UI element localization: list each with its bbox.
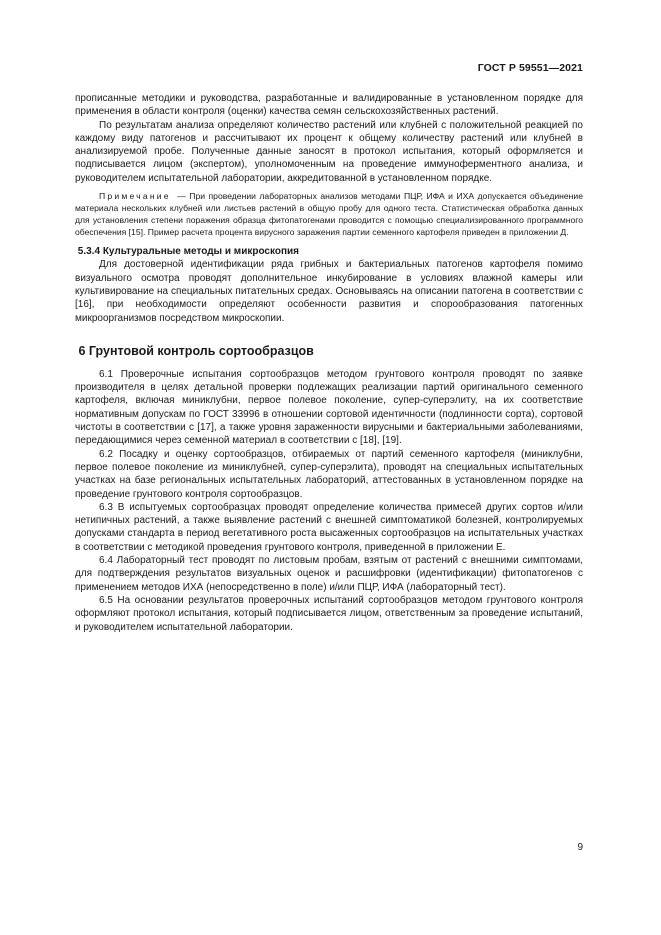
- clause-6-1: [75, 368, 583, 448]
- paragraph-text: По результатам анализа определяют количество растений или клубней с положительной реакцией по каждому виду патогенов и рассчитывают их процент к общему количеству растений или клубней в анализируемой пробе. Полученные данные заносят в протокол испытания, который оформляется и подписывается лицом (экспертом), уполномоченным на проведение иммуноферментного анализа, и руководителем испытательной лаборатории, аккредитованной в установленном порядке.: [75, 119, 583, 184]
- note-text: — При проведении лабораторных анализов методами ПЦР, ИФА и ИХА допускается объединение материала нескольких клубней или листьев растений в общую пробу для одного теста. Статистическая обработка данных для установления степени поражения образца фитопатогенами проводится с помощью специализированного программного обеспечения [15]. Пример расчета процента вирусного заражения партии семенного картофеля приведен в приложении Д.: [75, 191, 584, 238]
- paragraph-culture-methods: [75, 258, 583, 324]
- paragraph-text: 6.3 В испытуемых сортообразцах проводят определение количества примесей других сортов и/или нетипичных растений, а также выявление растений с внешней симптоматикой болезней, контролируемых допусками стандарта в период вегетативного роста высаженных сортообразцов на испытательных участках в соответствии с методикой проведения грунтового контроля, приведенной в приложении Е.: [75, 501, 583, 553]
- page-number: 9: [577, 842, 583, 853]
- clause-6-3: [75, 501, 583, 554]
- clause-6-2: [75, 448, 583, 501]
- note-block: [75, 190, 583, 238]
- subsection-number: 5.3.4: [77, 246, 101, 258]
- paragraph-text: 6.4 Лабораторный тест проводят по листовым пробам, взятым от растений с внешними симптомами, для подтверждения результатов визуальных оценок и расшифровки (идентификации) фитопатогенов с применением методов ИХА (непосредственно в поле) и/или ПЦР, ИФА (лабораторный тест).: [75, 555, 583, 593]
- paragraph-text: Для достоверной идентификации ряда грибных и бактериальных патогенов картофеля помимо визуального осмотра проводят дополнительное инкубирование в условиях влажной камеры или культивирование на специальных питательных средах. Основываясь на описании патогена в соответствии с [16], при необходимости определяют особенности развития и спорообразования патогенных микроорганизмов посредством микроскопии.: [75, 259, 583, 324]
- page-content: [75, 92, 583, 634]
- clause-6-5: [75, 594, 583, 634]
- subsection-title: Культуральные методы и микроскопия: [102, 246, 299, 258]
- paragraph-text: 6.2 Посадку и оценку сортообразцов, отбираемых от партий семенного картофеля (миниклубни, первое полевое поколение из миниклубней, супер-суперэлита), проводят на специальных испытательных участках на базе региональных испытательных лабораторий, аттестованных в установленном порядке на проведение грунтового контроля сортообразцов.: [75, 448, 583, 500]
- running-header: ГОСТ Р 59551—2021: [477, 62, 583, 74]
- clause-6-4: [75, 554, 583, 594]
- section-number: 6: [78, 343, 86, 358]
- paragraph-text: 6.1 Проверочные испытания сортообразцов методом грунтового контроля проводят по заявке производителя в целях детальной проверки подлежащих реализации партий оригинального семенного картофеля, включая миниклубни, первое полевое поколение, супер-суперэлиту, на их соответствие нормативным допускам по ГОСТ 33996 в отношении сортовой идентичности (подлинности сорта), сортовой чистоты в соответствии с [17], а также уровня зараженности вирусными и бактериальными заболеваниями, передающимися через семенной материал в соответствии с [18], [19].: [75, 368, 583, 447]
- section-title: Грунтовой контроль сортообразцов: [88, 343, 314, 358]
- paragraph-continuation: прописанные методики и руководства, разработанные и валидированные в установленном порядке для применения в области контроля (оценки) качества семян сельскохозяйственных растений.: [75, 93, 583, 118]
- paragraph-analysis-results: [75, 119, 583, 185]
- note-label: Примечание: [99, 191, 171, 202]
- section-heading: [75, 343, 583, 359]
- paragraph-text: 6.5 На основании результатов проверочных испытаний сортообразцов методом грунтового контроля оформляют протокол испытания, который подписывается лицом, ответственным за проведение испытаний, и руководителем испытательной лаборатории.: [75, 594, 583, 633]
- subsection-heading: [75, 245, 583, 258]
